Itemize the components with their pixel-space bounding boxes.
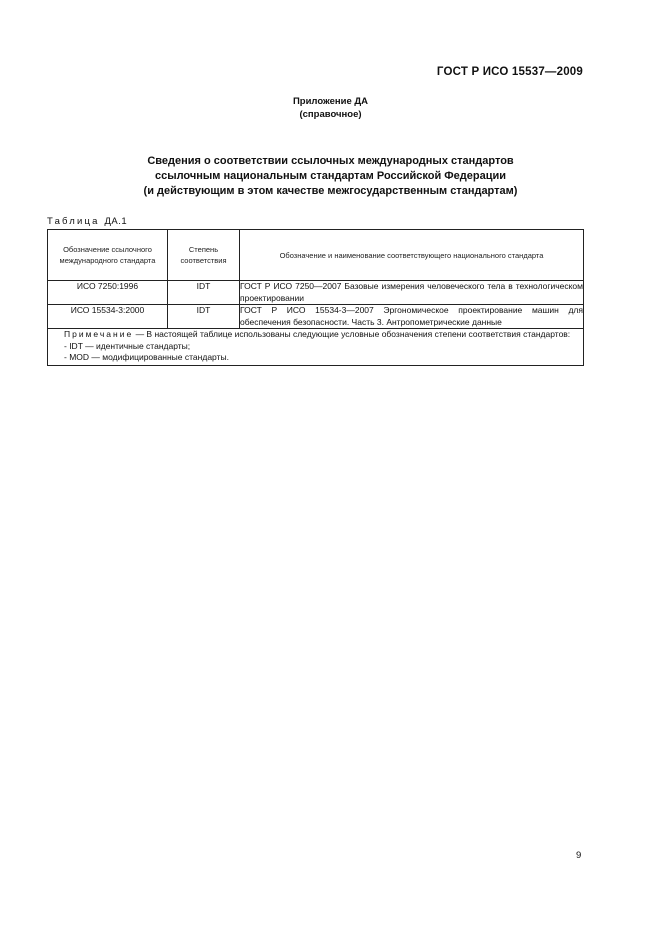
table-row	[48, 305, 584, 329]
cell-international-code: ИСО 15534-3:2000	[48, 305, 168, 329]
table-caption	[47, 216, 127, 227]
section-title-line: (и действующим в этом качестве межгосударственным стандартам)	[143, 185, 518, 197]
section-title	[0, 154, 661, 199]
page-number: 9	[576, 850, 582, 861]
cell-degree: IDT	[168, 281, 240, 305]
table-header-row	[48, 230, 584, 281]
note-label: Примечание	[64, 329, 134, 339]
cell-degree: IDT	[168, 305, 240, 329]
table-caption-number: ДА.1	[104, 216, 128, 227]
section-title-line: Сведения о соответствии ссылочных международных стандартов	[147, 155, 514, 167]
standards-table	[47, 229, 584, 366]
note-list-item: - IDT — идентичные стандарты;	[64, 340, 191, 351]
note-text: — В настоящей таблице использованы следующие условные обозначения степени соответствия стандартов:	[133, 329, 571, 339]
section-title-line: ссылочным национальным стандартам Российской Федерации	[154, 170, 507, 182]
table-row	[48, 281, 584, 305]
column-header-international-standard: Обозначение ссылочного международного стандарта	[48, 230, 168, 281]
document-code-header: ГОСТ Р ИСО 15537—2009	[436, 66, 583, 78]
table-note	[48, 329, 584, 366]
note-list-item: - MOD — модифицированные стандарты.	[64, 352, 229, 362]
cell-international-code: ИСО 7250:1996	[48, 281, 168, 305]
appendix-title: Приложение ДА	[292, 96, 369, 107]
table-caption-label: Таблица	[47, 216, 100, 227]
column-header-national-standard: Обозначение и наименование соответствующего национального стандарта	[240, 230, 584, 281]
note-paragraph	[48, 329, 583, 341]
table-note-row	[48, 329, 584, 366]
appendix-subtitle: (справочное)	[299, 109, 362, 120]
cell-national-standard: ГОСТ Р ИСО 7250—2007 Базовые измерения человеческого тела в технологическом проектировании	[240, 281, 583, 303]
column-header-degree: Степень соответствия	[168, 230, 240, 281]
cell-national-standard: ГОСТ Р ИСО 15534-3—2007 Эргономическое проектирование машин для обеспечения безопасности. Часть 3. Антропометрические данные	[240, 305, 583, 327]
